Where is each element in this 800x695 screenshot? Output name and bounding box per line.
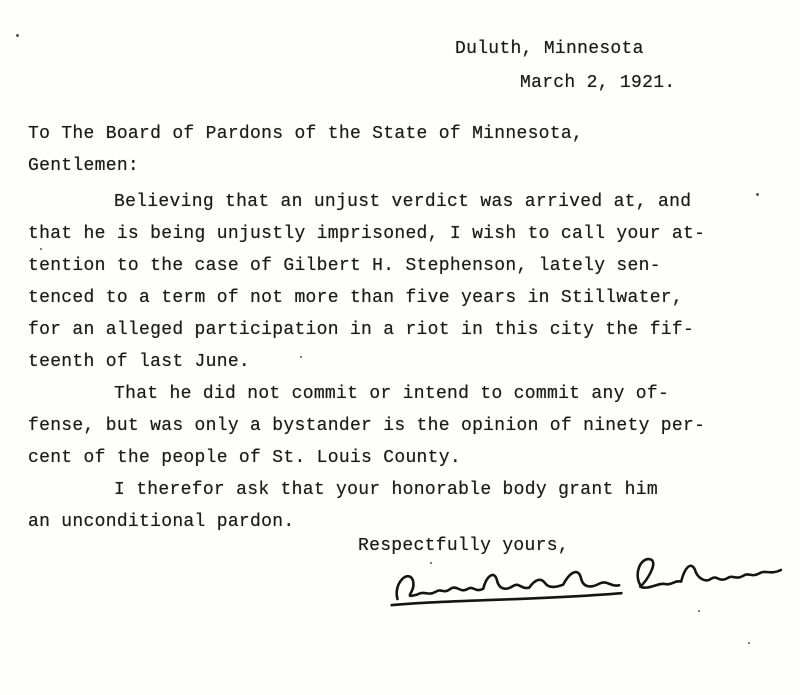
- body-line: I therefor ask that your honorable body grant him: [114, 480, 658, 500]
- letter-body: [28, 186, 718, 538]
- body-line: cent of the people of St. Louis County.: [28, 448, 461, 468]
- scan-speck: [430, 562, 432, 564]
- body-line: that he is being unjustly imprisoned, I wish to call your at-: [28, 224, 706, 244]
- signature-ink: [382, 543, 795, 616]
- scan-speck: [40, 248, 42, 250]
- letter-salutation: Gentlemen:: [28, 156, 140, 176]
- letter-closing: Respectfully yours,: [358, 536, 569, 556]
- body-line: tention to the case of Gilbert H. Stephenson, lately sen-: [28, 256, 661, 276]
- body-line: Believing that an unjust verdict was arrived at, and: [114, 192, 692, 212]
- scan-speck: [300, 356, 302, 358]
- scan-speck: [748, 642, 750, 644]
- body-line: for an alleged participation in a riot in this city the fif-: [28, 320, 695, 340]
- letter-place-line: Duluth, Minnesota: [455, 39, 644, 59]
- letter-recipient-line: To The Board of Pardons of the State of Minnesota,: [28, 124, 584, 144]
- scan-speck: [698, 610, 700, 612]
- body-line: tenced to a term of not more than five years in Stillwater,: [28, 288, 684, 308]
- letter-date-line: March 2, 1921.: [520, 73, 676, 93]
- body-line: an unconditional pardon.: [28, 512, 295, 532]
- handwritten-signature: [382, 543, 795, 616]
- body-line: That he did not commit or intend to commit any of-: [114, 384, 670, 404]
- body-line: teenth of last June.: [28, 352, 251, 372]
- scan-speck: [756, 193, 759, 196]
- body-line: fense, but was only a bystander is the opinion of ninety per-: [28, 416, 706, 436]
- scan-speck: [16, 34, 19, 37]
